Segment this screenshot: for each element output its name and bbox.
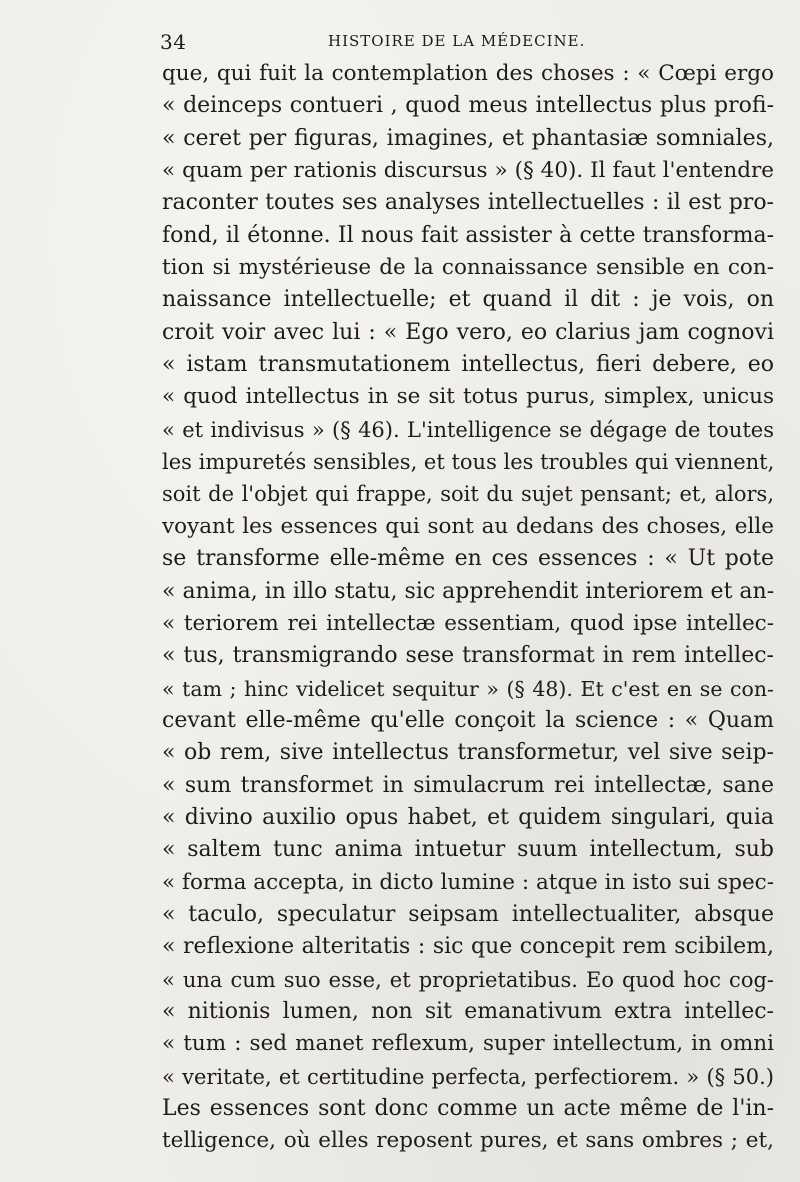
text-line: voyant les essences qui sont au dedans des choses, elle (162, 513, 774, 539)
text-line: « quod intellectus in se sit totus purus, simplex, unicus (162, 384, 774, 410)
text-line: « divino auxilio opus habet, et quidem singulari, quia (162, 804, 774, 830)
text-line: soit de l'objet qui frappe, soit du sujet pensant; et, alors, (162, 482, 774, 507)
text-line: « tam ; hinc videlicet sequitur » (§ 48). Et c'est en se con- (162, 676, 774, 701)
body-text (162, 58, 774, 1158)
text-line: « nitionis lumen, non sit emanativum extra intellec- (162, 998, 774, 1024)
text-line: « saltem tunc anima intuetur suum intellectum, sub (162, 837, 774, 863)
text-line: « et indivisus » (§ 46). L'intelligence se dégage de toutes (162, 417, 774, 442)
text-line: « reflexione alteritatis : sic que concepit rem scibilem, (162, 934, 774, 960)
text-line: naissance intellectuelle; et quand il dit : je vois, on (162, 287, 774, 313)
text-line: que, qui fuit la contemplation des choses : « Cœpi ergo (162, 61, 774, 86)
text-line: « deinceps contueri , quod meus intellectus plus profi- (162, 93, 774, 119)
text-line: « ceret per figuras, imagines, et phantasiæ somniales, (162, 125, 774, 151)
text-line: « ob rem, sive intellectus transformetur, vel sive seip- (162, 740, 774, 766)
text-line: « teriorem rei intellectæ essentiam, quod ipse intellec- (162, 610, 774, 636)
text-line: « una cum suo esse, et proprietatibus. Eo quod hoc cog- (162, 967, 774, 992)
text-line: les impuretés sensibles, et tous les troubles qui viennent, (162, 450, 774, 475)
text-line: « forma accepta, in dicto lumine : atque in isto sui spec- (162, 869, 774, 895)
text-line: tion si mystérieuse de la connaissance sensible en con- (162, 255, 774, 281)
page-number: 34 (160, 30, 187, 54)
text-line: telligence, où elles reposent pures, et sans ombres ; et, (162, 1128, 774, 1154)
text-line: « taculo, speculatur seipsam intellectualiter, absque (162, 901, 774, 927)
text-line: « istam transmutationem intellectus, fieri debere, eo (162, 352, 774, 378)
text-line: se transforme elle-même en ces essences : « Ut pote (162, 546, 774, 572)
text-line: « anima, in illo statu, sic apprehendit interiorem et an- (162, 578, 774, 604)
text-line: « tum : sed manet reflexum, super intellectum, in omni (162, 1031, 774, 1057)
text-line: Les essences sont donc comme un acte même de l'in- (162, 1096, 774, 1121)
text-line: cevant elle-même qu'elle conçoit la science : « Quam (162, 707, 774, 733)
text-line: « sum transformet in simulacrum rei intellectæ, sane (162, 772, 774, 798)
text-line: raconter toutes ses analyses intellectuelles : il est pro- (162, 190, 774, 216)
text-line: fond, il étonne. Il nous fait assister à cette transforma- (162, 222, 774, 248)
running-head: HISTOIRE DE LA MÉDECINE. (328, 32, 586, 50)
text-line: « tus, transmigrando sese transformat in rem intellec- (162, 643, 774, 669)
text-line: « veritate, et certitudine perfecta, perfectiorem. » (§ 50.) (162, 1064, 774, 1089)
page-header (160, 24, 770, 56)
text-line: « quam per rationis discursus » (§ 40). Il faut l'entendre (162, 158, 774, 184)
text-line: croit voir avec lui : « Ego vero, eo clarius jam cognovi (162, 319, 774, 345)
